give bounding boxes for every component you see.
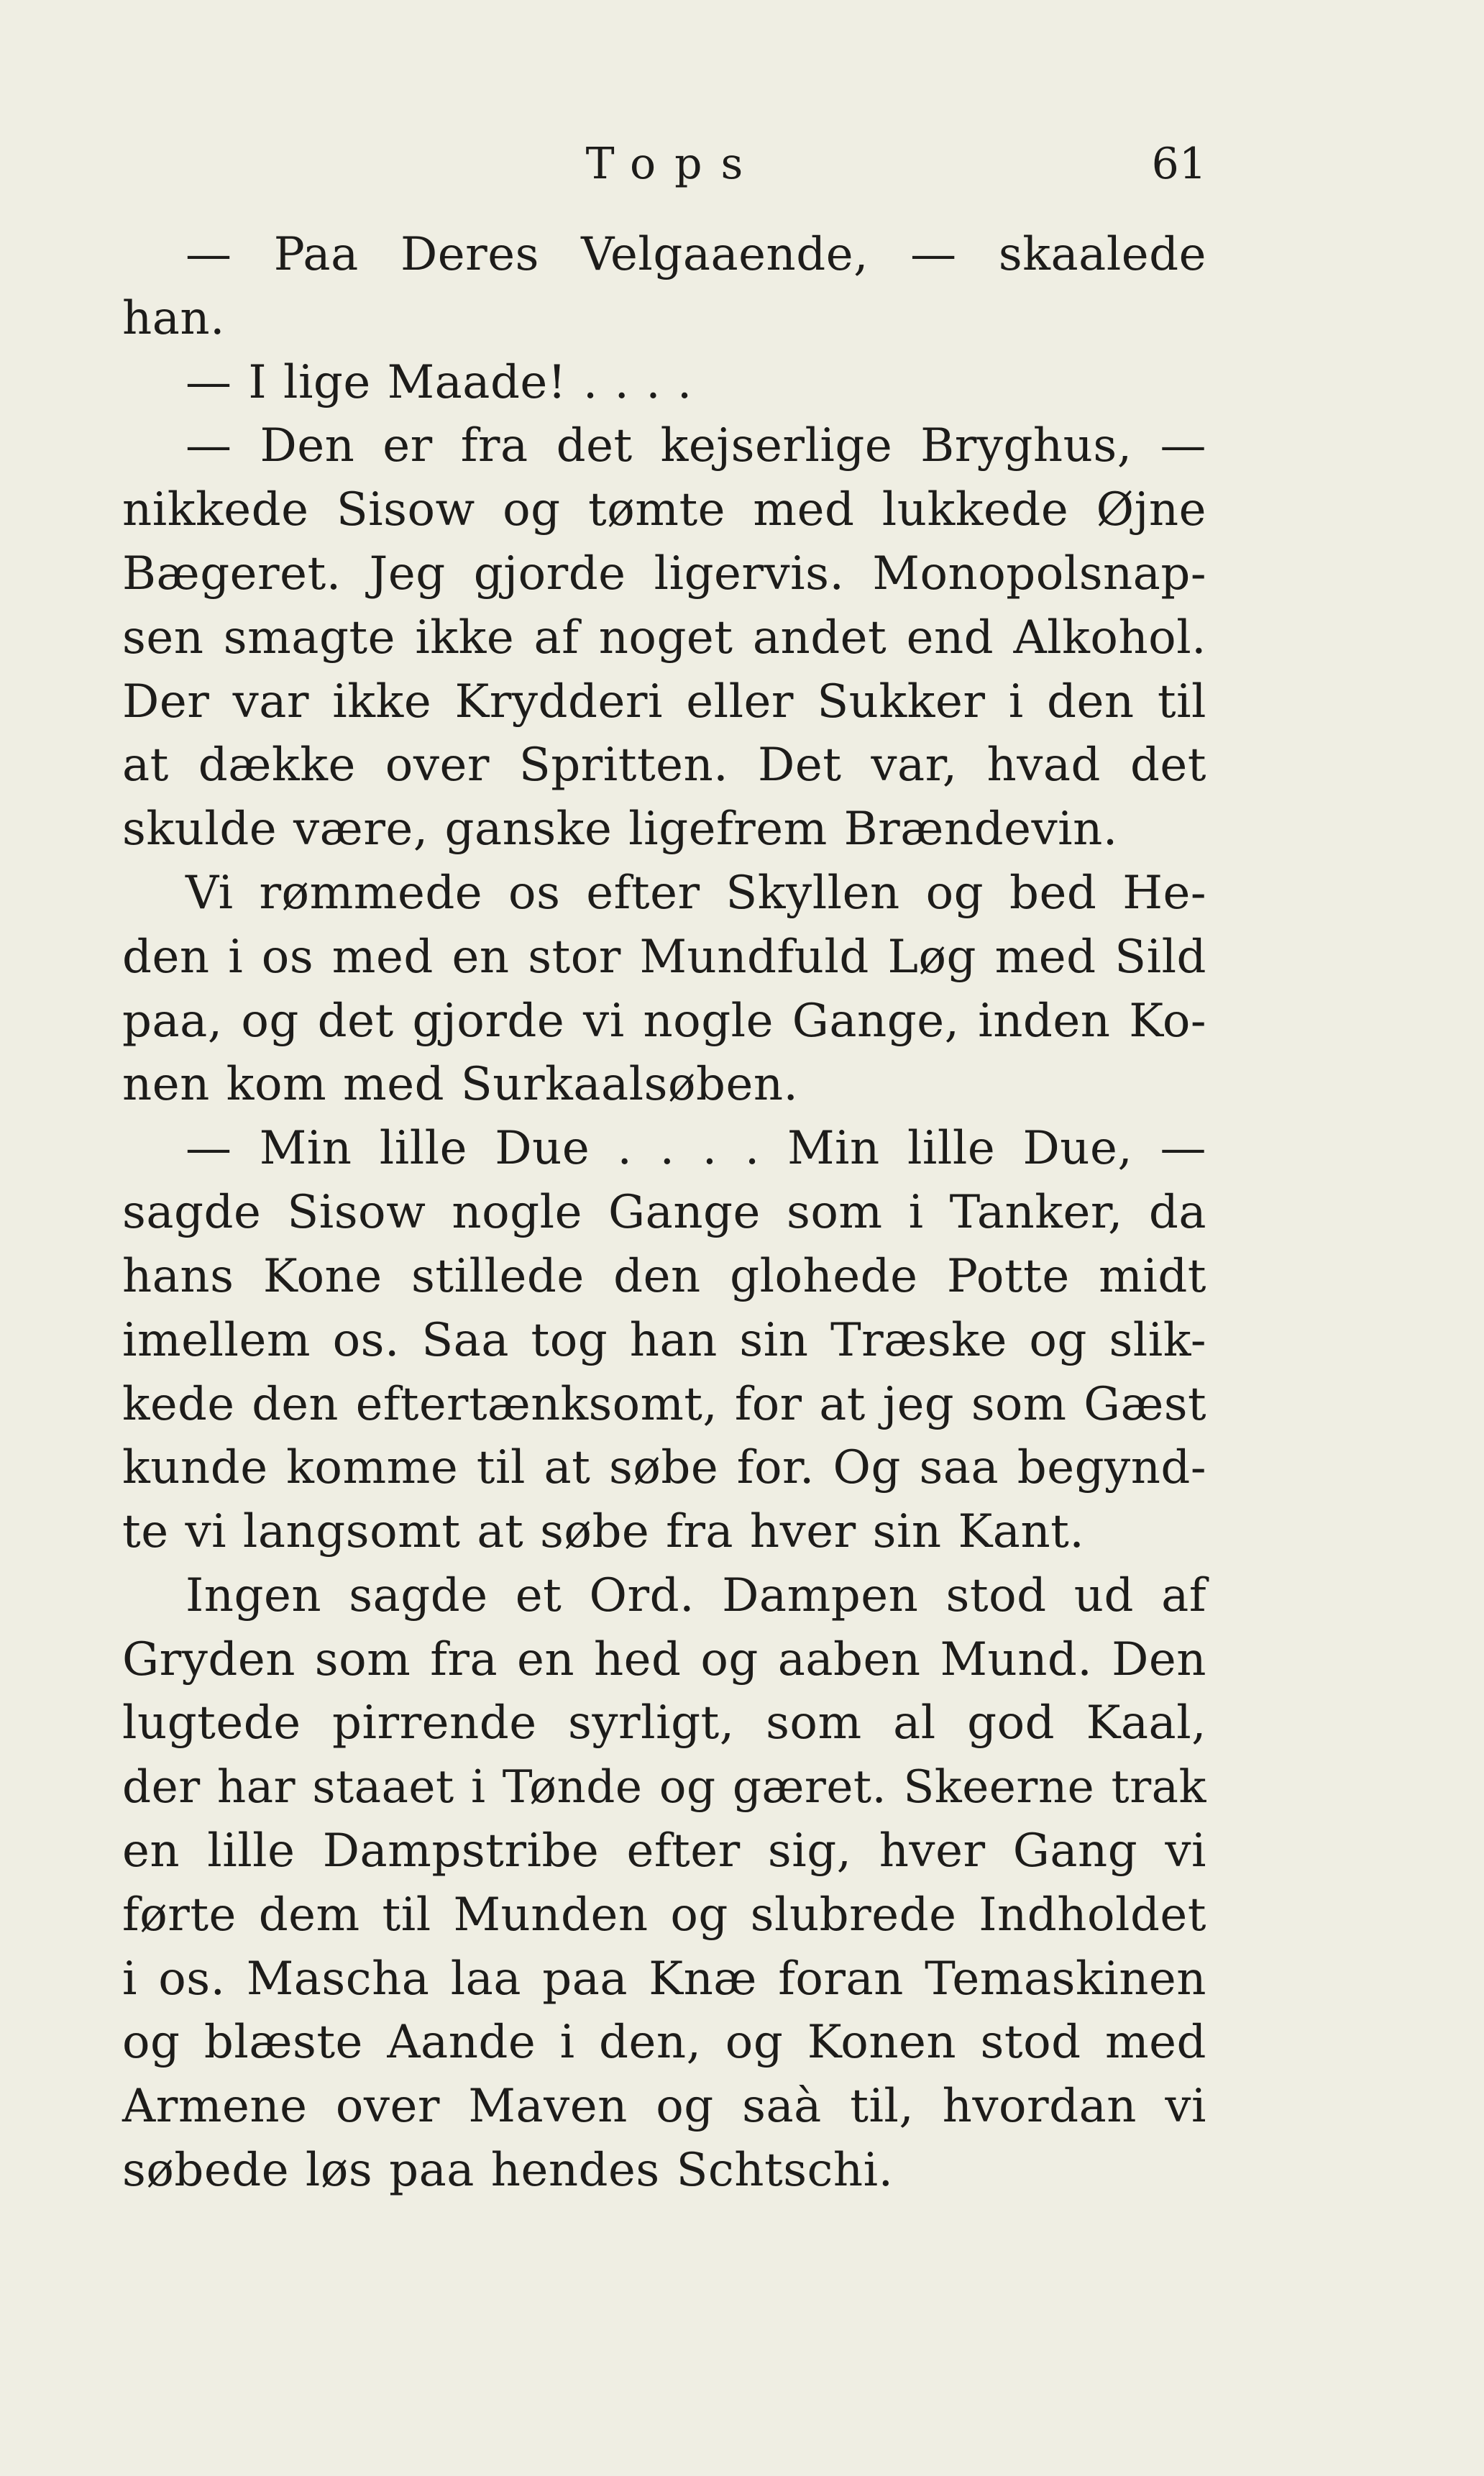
text-line: sagde Sisow nogle Gange som i Tanker, da (122, 1185, 1206, 1239)
text-line: skulde være, ganske ligefrem Brændevin. (122, 803, 1118, 856)
text-line: at dække over Spritten. Det var, hvad det (122, 739, 1206, 792)
text-line: nikkede Sisow og tømte med lukkede Øjne (122, 483, 1206, 537)
text-line: Der var ikke Krydderi eller Sukker i den til (122, 675, 1206, 728)
text-line: paa, og det gjorde vi nogle Gange, inden Ko- (122, 994, 1206, 1048)
text-line: kunde komme til at søbe for. Og saa begynd- (122, 1441, 1206, 1495)
text-line: i os. Mascha laa paa Knæ foran Temaskinen (122, 1952, 1206, 2006)
text-line: hans Kone stillede den glohede Potte midt (122, 1249, 1206, 1303)
text-line: kede den eftertænksomt, for at jeg som Gæst (122, 1377, 1206, 1431)
running-head (122, 135, 1206, 193)
text-line: førte dem til Munden og slubrede Indholdet (122, 1888, 1206, 1942)
text-line: Bægeret. Jeg gjorde ligervis. Monopolsnap- (122, 547, 1206, 600)
text-line: og blæste Aande i den, og Konen stod med (122, 2016, 1206, 2070)
text-line: — Paa Deres Velgaaende, — skaalede (186, 228, 1206, 281)
page-number: 61 (1151, 139, 1206, 189)
text-line: Gryden som fra en hed og aaben Mund. Den (122, 1632, 1206, 1686)
text-line: Ingen sagde et Ord. Dampen stod ud af (186, 1568, 1206, 1622)
text-line: en lille Dampstribe efter sig, hver Gang vi (122, 1824, 1206, 1878)
text-line: sen smagte ikke af noget andet end Alkohol. (122, 611, 1206, 664)
text-line: Armene over Maven og saà til, hvordan vi (122, 2080, 1206, 2134)
text-line: lugtede pirrende syrligt, som al god Kaal, (122, 1696, 1206, 1750)
running-title: Tops (585, 139, 762, 189)
text-line: — I lige Maade! . . . . (186, 355, 692, 409)
text-line: imellem os. Saa tog han sin Træske og slik- (122, 1313, 1206, 1367)
text-line: søbede løs paa hendes Schtschi. (122, 2143, 894, 2197)
text-line: nen kom med Surkaalsøben. (122, 1058, 799, 1112)
text-line: Vi rømmede os efter Skyllen og bed He- (186, 866, 1206, 920)
text-line: — Min lille Due . . . . Min lille Due, — (186, 1122, 1206, 1176)
text-line: den i os med en stor Mundfuld Løg med Sild (122, 930, 1206, 984)
text-line: — Den er fra det kejserlige Bryghus, — (186, 419, 1206, 473)
body-text (122, 223, 1206, 2203)
text-line: te vi langsomt at søbe fra hver sin Kant. (122, 1504, 1085, 1558)
text-line: der har staaet i Tønde og gæret. Skeerne trak (122, 1760, 1206, 1814)
text-line: han. (122, 291, 225, 345)
